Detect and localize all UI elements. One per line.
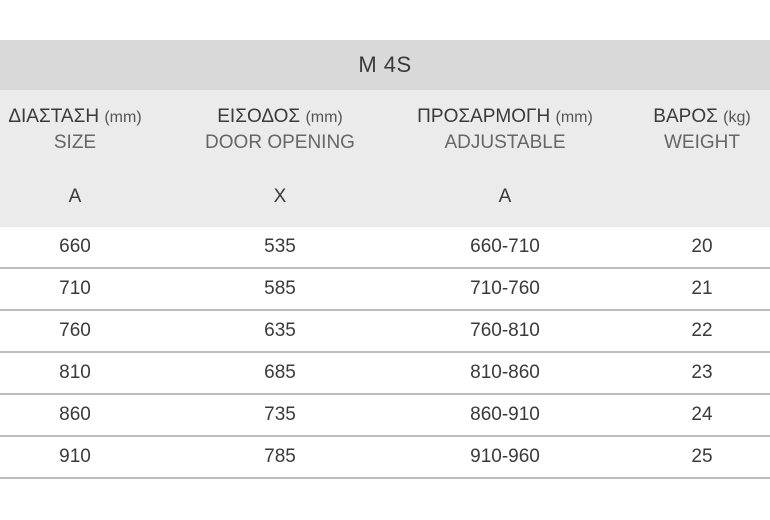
cell-weight: 20: [691, 236, 713, 257]
cell-door-opening: 535: [264, 236, 296, 257]
cell-door-opening: 685: [264, 362, 296, 383]
cell-adjustable: 910-960: [470, 446, 540, 467]
header-adjustable-greek: ΠΡΟΣΑΡΜΟΓΗ (mm): [417, 106, 593, 127]
header-adjustable-english: ADJUSTABLE: [444, 132, 566, 153]
table-title: M 4S: [358, 52, 412, 77]
table-row: [0, 269, 770, 311]
cell-weight: 22: [691, 320, 713, 341]
header-door-opening-greek: ΕΙΣΟΔΟΣ (mm): [217, 106, 343, 127]
cell-size: 710: [59, 278, 91, 299]
header-size-symbol: A: [68, 186, 82, 207]
table-row: [0, 353, 770, 395]
cell-weight: 21: [691, 278, 713, 299]
cell-adjustable: 810-860: [470, 362, 540, 383]
cell-size: 910: [59, 446, 91, 467]
cell-weight: 25: [691, 446, 713, 467]
cell-size: 810: [59, 362, 91, 383]
header-weight-greek: ΒΑΡΟΣ (kg): [653, 106, 751, 127]
header-door-opening-symbol: X: [273, 186, 287, 207]
cell-door-opening: 585: [264, 278, 296, 299]
table-row: [0, 311, 770, 353]
cell-weight: 24: [691, 404, 713, 425]
table-row: [0, 437, 770, 479]
cell-size: 860: [59, 404, 91, 425]
cell-adjustable: 860-910: [470, 404, 540, 425]
cell-adjustable: 710-760: [470, 278, 540, 299]
cell-door-opening: 635: [264, 320, 296, 341]
cell-size: 760: [59, 320, 91, 341]
header-size-english: SIZE: [53, 132, 97, 153]
header-weight-english: WEIGHT: [664, 132, 740, 153]
cell-weight: 23: [691, 362, 713, 383]
cell-adjustable: 760-810: [470, 320, 540, 341]
header-size-greek: ΔΙΑΣΤΑΣΗ (mm): [8, 106, 142, 127]
table-title-bar: [0, 40, 770, 90]
header-door-opening-english: DOOR OPENING: [205, 132, 355, 153]
table-row: [0, 227, 770, 269]
cell-adjustable: 660-710: [470, 236, 540, 257]
header-adjustable-symbol: A: [498, 186, 512, 207]
cell-door-opening: 735: [264, 404, 296, 425]
cell-door-opening: 785: [264, 446, 296, 467]
cell-size: 660: [59, 236, 91, 257]
table-header: [0, 90, 770, 227]
spec-table: [0, 40, 770, 479]
table-row: [0, 395, 770, 437]
